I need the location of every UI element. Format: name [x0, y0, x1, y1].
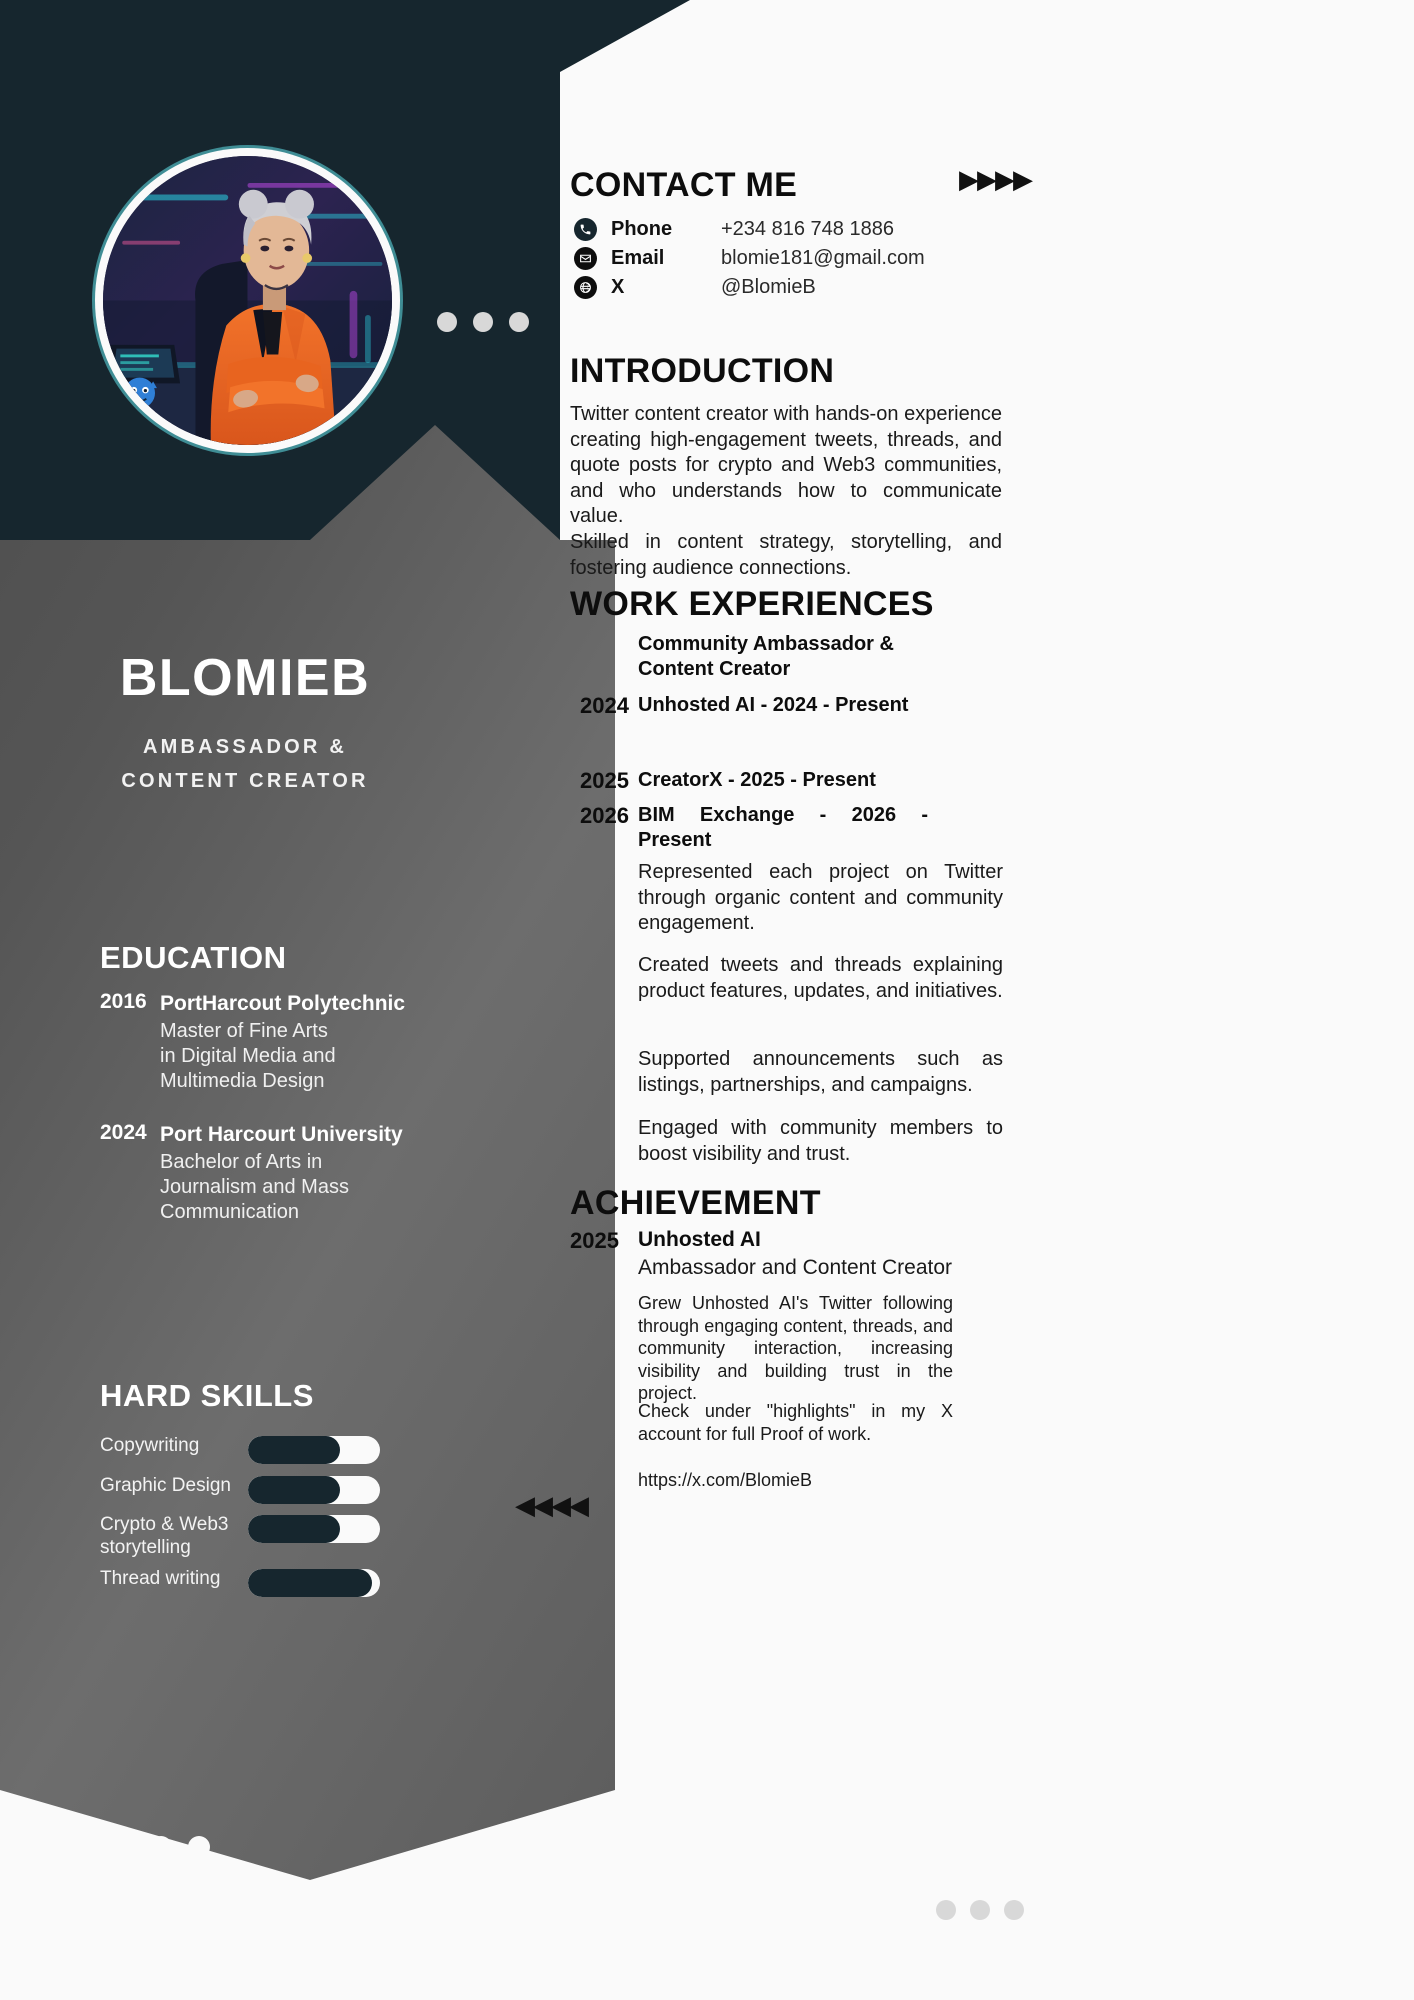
achievement-role: Ambassador and Content Creator — [638, 1256, 953, 1279]
education-description-line: Master of Fine Arts — [160, 1020, 328, 1042]
work-year: 2026 — [580, 803, 629, 828]
work-entry-text: BIM Exchange - 2026 - Present — [638, 804, 928, 851]
skill-track — [248, 1436, 380, 1464]
skill-label: Thread writing — [100, 1568, 221, 1589]
work-bullet: Supported announcements such as listings, partnerships, and campaigns. — [638, 1048, 1003, 1096]
profile-role-line2: CONTENT CREATOR — [121, 770, 369, 792]
dot — [473, 312, 493, 332]
education-description-line: Bachelor of Arts in — [160, 1151, 323, 1173]
skill-row — [100, 1474, 520, 1510]
contact-row-email[interactable] — [574, 244, 1094, 273]
education-year: 2016 — [100, 990, 147, 1013]
achievement-paragraph-1: Grew Unhosted AI's Twitter following through engaging content, threads, and community interaction, increasing visibility and building trust in the project. — [638, 1293, 953, 1403]
education-section-title: EDUCATION — [100, 940, 287, 975]
education-description-line: in Digital Media and — [160, 1045, 336, 1067]
work-year: 2025 — [580, 768, 629, 793]
introduction-section-title: INTRODUCTION — [570, 352, 835, 390]
dot — [150, 1836, 172, 1858]
skill-track — [248, 1515, 380, 1543]
work-entry — [570, 803, 990, 853]
work-entry-text: Unhosted AI - 2024 - Present — [638, 694, 909, 716]
work-headline: Community Ambassador & Content Creator — [638, 633, 894, 680]
education-description — [160, 1150, 520, 1225]
skill-fill — [248, 1569, 372, 1597]
dot — [112, 1836, 134, 1858]
dot — [970, 1900, 990, 1920]
decorative-dots-left — [112, 1836, 210, 1858]
dot — [1004, 1900, 1024, 1920]
skill-row — [100, 1567, 520, 1603]
skill-fill — [248, 1436, 340, 1464]
decorative-dots-middle — [437, 312, 529, 332]
work-bullet: Engaged with community members to boost visibility and trust. — [638, 1117, 1003, 1165]
decorative-arrows-right: ▶▶▶▶ — [959, 164, 1031, 194]
work-bullet: Created tweets and threads explaining product features, updates, and initiatives. — [638, 954, 1003, 1002]
achievement-link[interactable]: https://x.com/BlomieB — [638, 1470, 813, 1490]
achievement-year: 2025 — [570, 1228, 619, 1253]
education-school: PortHarcout Polytechnic — [160, 992, 406, 1015]
page-title: BLOMIEB — [119, 649, 371, 707]
dot — [437, 312, 457, 332]
introduction-paragraph-2: Skilled in content strategy, storytelling, and fostering audience connections. — [570, 531, 1002, 579]
skill-track — [248, 1569, 380, 1597]
contact-list — [574, 215, 1094, 302]
work-entry — [570, 693, 990, 718]
dot — [188, 1836, 210, 1858]
skill-label: Copywriting — [100, 1435, 200, 1456]
education-school: Port Harcourt University — [160, 1123, 403, 1146]
education-item — [100, 1121, 520, 1225]
skill-fill — [248, 1476, 340, 1504]
work-entry — [570, 768, 990, 793]
work-entry-text: CreatorX - 2025 - Present — [638, 769, 876, 791]
education-description-line: Communication — [160, 1201, 299, 1223]
contact-value-phone: +234 816 748 1886 — [721, 218, 894, 240]
skill-track — [248, 1476, 380, 1504]
contact-row-x[interactable] — [574, 273, 1094, 302]
education-body — [160, 1121, 520, 1225]
right-column — [568, 0, 1414, 2000]
left-column — [0, 0, 615, 2000]
achievement-paragraph-2: Check under "highlights" in my X account for full Proof of work. — [638, 1401, 953, 1444]
achievement-section-title: ACHIEVEMENT — [570, 1184, 821, 1222]
education-description — [160, 1019, 520, 1094]
profile-role — [0, 730, 490, 798]
contact-label: Phone — [611, 218, 673, 240]
profile-role-line1: AMBASSADOR & — [143, 736, 347, 758]
work-bullet: Represented each project on Twitter through organic content and community engagement. — [638, 861, 1003, 934]
skill-label: Crypto & Web3 storytelling — [100, 1514, 229, 1558]
dot — [936, 1900, 956, 1920]
education-description-line: Multimedia Design — [160, 1070, 325, 1092]
contact-label: X — [611, 276, 625, 298]
education-body — [160, 990, 520, 1094]
skill-fill — [248, 1515, 340, 1543]
contact-section-title: CONTACT ME — [570, 166, 798, 204]
work-year: 2024 — [580, 693, 629, 718]
education-description-line: Journalism and Mass — [160, 1176, 349, 1198]
education-year: 2024 — [100, 1121, 147, 1144]
introduction-paragraph-1: Twitter content creator with hands-on experience creating high-engagement tweets, threads, and quote posts for crypto and Web3 communities, and who understands how to communicate value. — [570, 403, 1002, 527]
contact-row-phone[interactable] — [574, 215, 1094, 244]
skill-row — [100, 1434, 520, 1470]
contact-label: Email — [611, 247, 665, 269]
education-item — [100, 990, 520, 1094]
skills-section-title: HARD SKILLS — [100, 1378, 314, 1413]
decorative-dots-bottom-right — [936, 1900, 1024, 1920]
skill-row — [100, 1513, 520, 1558]
achievement-org: Unhosted AI — [638, 1228, 761, 1251]
work-section-title: WORK EXPERIENCES — [570, 585, 934, 623]
contact-value-email: blomie181@gmail.com — [721, 247, 925, 269]
skill-label: Graphic Design — [100, 1475, 231, 1496]
contact-value-x: @BlomieB — [721, 276, 816, 298]
decorative-arrows-bottom-left: ◀◀◀◀ — [515, 1490, 587, 1520]
dot — [509, 312, 529, 332]
